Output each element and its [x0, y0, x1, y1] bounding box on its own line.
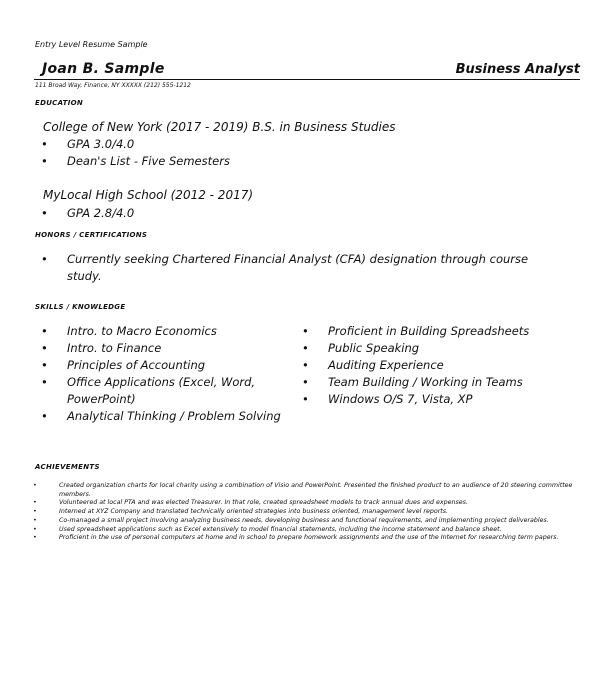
- school-bullets: [41, 136, 561, 170]
- list-item: • Public Speaking: [302, 340, 582, 357]
- honors-bullets: [41, 251, 563, 285]
- list-item: • Volunteered at local PTA and was elected Treasurer. In that role, created spreadsheet models to track annual dues and expenses.: [33, 499, 580, 508]
- list-item: • Principles of Accounting: [41, 357, 281, 374]
- list-item: • Interned at XYZ Company and translated technically oriented strategies into business oriented, management level reports.: [33, 508, 580, 517]
- list-item: • Co-managed a small project involving analyzing business needs, developing business and functional requirements, and implementing project deliverables.: [33, 517, 580, 526]
- list-item: • Analytical Thinking / Problem Solving: [41, 408, 281, 425]
- school-bullets: [41, 205, 561, 222]
- school-title: MyLocal High School (2012 - 2017): [43, 188, 254, 202]
- list-item: • Used spreadsheet applications such as Excel extensively to model financial statements, including the income statement and balance sheet.: [33, 526, 580, 535]
- list-item: • Office Applications (Excel, Word, PowerPoint): [41, 374, 281, 408]
- list-item: • GPA 2.8/4.0: [41, 205, 561, 222]
- list-item: • GPA 3.0/4.0: [41, 136, 561, 153]
- skills-heading: SKILLS / KNOWLEDGE: [35, 303, 126, 311]
- list-item: • Team Building / Working in Teams: [302, 374, 582, 391]
- honors-heading: HONORS / CERTIFICATIONS: [35, 231, 148, 239]
- achievements-heading: ACHIEVEMENTS: [35, 463, 100, 471]
- list-item: • Currently seeking Chartered Financial Analyst (CFA) designation through course study.: [41, 251, 563, 285]
- list-item: • Proficient in Building Spreadsheets: [302, 323, 582, 340]
- list-item: • Created organization charts for local charity using a combination of Visio and PowerPoint. Presented the finished product to an audience of 20 steering committee members.: [33, 482, 580, 499]
- skills-left-column: [41, 323, 281, 425]
- list-item: • Windows O/S 7, Vista, XP: [302, 391, 582, 408]
- achievements-list: [33, 482, 580, 543]
- education-heading: EDUCATION: [35, 99, 84, 107]
- list-item: • Auditing Experience: [302, 357, 582, 374]
- skills-right-column: [302, 323, 582, 408]
- school-title: College of New York (2017 - 2019) B.S. in Business Studies: [43, 120, 396, 134]
- list-item: • Intro. to Macro Economics: [41, 323, 281, 340]
- contact-line: 111 Broad Way, Finance, NY XXXXX (212) 555-1212: [35, 82, 191, 89]
- list-item: • Dean's List - Five Semesters: [41, 153, 561, 170]
- document-label: Entry Level Resume Sample: [35, 40, 148, 49]
- job-title: Business Analyst: [455, 62, 580, 77]
- list-item: • Proficient in the use of personal computers at home and in school to prepare homework assignments and the use of the Internet for researching term papers.: [33, 534, 580, 543]
- header-divider: [34, 79, 580, 80]
- list-item: • Intro. to Finance: [41, 340, 281, 357]
- candidate-name: Joan B. Sample: [42, 61, 165, 77]
